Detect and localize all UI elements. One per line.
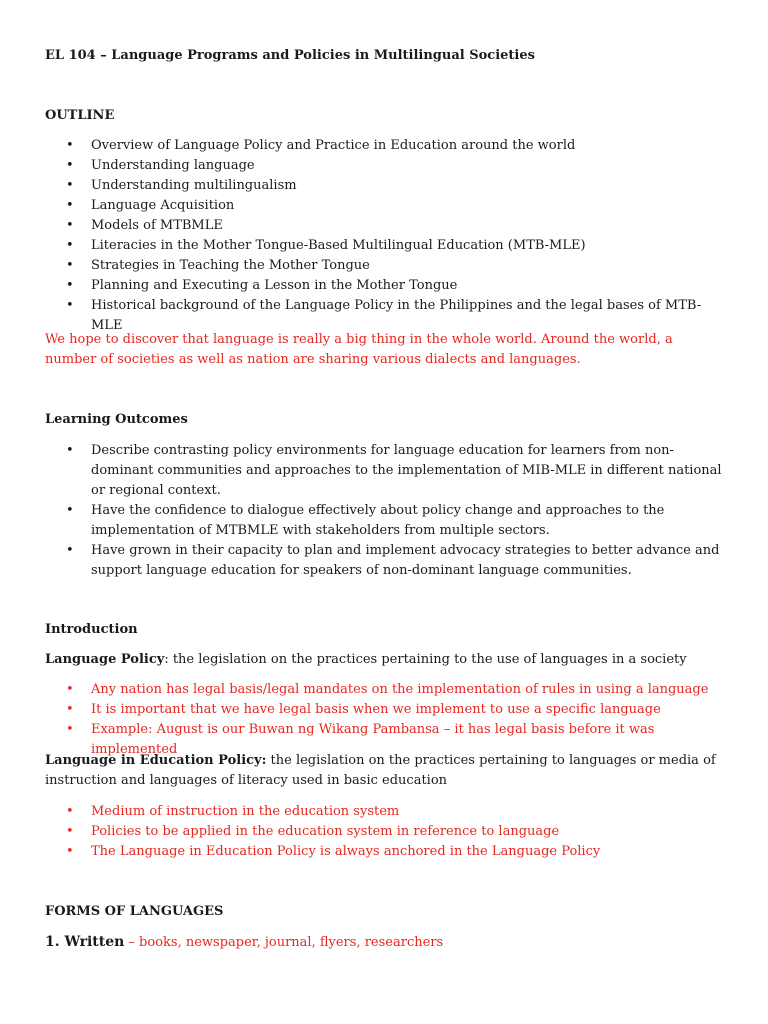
education-policy-notes	[45, 802, 728, 862]
outline-heading: OUTLINE	[45, 108, 115, 123]
list-item: • Understanding multilingualism	[66, 178, 297, 193]
language-policy-term: Language Policy	[45, 652, 165, 667]
introduction-heading: Introduction	[45, 622, 138, 637]
document-title: EL 104 – Language Programs and Policies in Multilingual Societies	[45, 48, 535, 63]
list-item: • Overview of Language Policy and Practice in Education around the world	[66, 138, 576, 153]
list-item: • The Language in Education Policy is always anchored in the Language Policy	[66, 844, 601, 859]
language-policy-definition: Language Policy: the legislation on the practices pertaining to the use of languages in a society	[45, 652, 687, 667]
language-policy-notes	[45, 680, 728, 760]
education-policy-definition: Language in Education Policy: the legislation on the practices pertaining to languages or media of instruction and languages of literacy used in basic education	[45, 753, 716, 788]
list-item: • Have the confidence to dialogue effectively about policy change and approaches to the implementation of MTBMLE with stakeholders from multiple sectors.	[66, 503, 665, 538]
list-item: • Medium of instruction in the education system	[66, 804, 400, 819]
list-item: • Example: August is our Buwan ng Wikang Pambansa – it has legal basis before it was implemented	[66, 722, 655, 757]
forms-item-detail: – books, newspaper, journal, flyers, researchers	[124, 935, 444, 950]
forms-item-written	[45, 932, 443, 953]
list-item: • Describe contrasting policy environments for language education for learners from non-dominant communities and approaches to the implementation of MIB-MLE in different national or regional context.	[66, 443, 722, 498]
education-policy-term: Language in Education Policy:	[45, 753, 267, 768]
list-item: • Have grown in their capacity to plan and implement advocacy strategies to better advance and support language education for speakers of non-dominant language communities.	[66, 543, 720, 578]
list-item: • It is important that we have legal basis when we implement to use a specific language	[66, 702, 661, 717]
forms-heading: FORMS OF LANGUAGES	[45, 904, 224, 919]
list-item: • Historical background of the Language Policy in the Philippines and the legal bases of MTB-MLE	[66, 298, 702, 333]
learning-outcomes-list	[45, 441, 728, 581]
hope-note: We hope to discover that language is really a big thing in the whole world. Around the world, a number of societies as well as nation are sharing various dialects and languages.	[45, 332, 673, 367]
list-item: • Language Acquisition	[66, 198, 235, 213]
list-item: • Understanding language	[66, 158, 255, 173]
list-item: • Literacies in the Mother Tongue-Based Multilingual Education (MTB-MLE)	[66, 238, 586, 253]
list-item: • Strategies in Teaching the Mother Tongue	[66, 258, 370, 273]
outline-list	[45, 136, 728, 336]
list-item: • Models of MTBMLE	[66, 218, 223, 233]
list-item: • Planning and Executing a Lesson in the Mother Tongue	[66, 278, 458, 293]
forms-item-label: 1. Written	[45, 934, 125, 950]
list-item: • Policies to be applied in the education system in reference to language	[66, 824, 560, 839]
list-item: • Any nation has legal basis/legal mandates on the implementation of rules in using a language	[66, 682, 709, 697]
learning-outcomes-heading: Learning Outcomes	[45, 412, 188, 427]
